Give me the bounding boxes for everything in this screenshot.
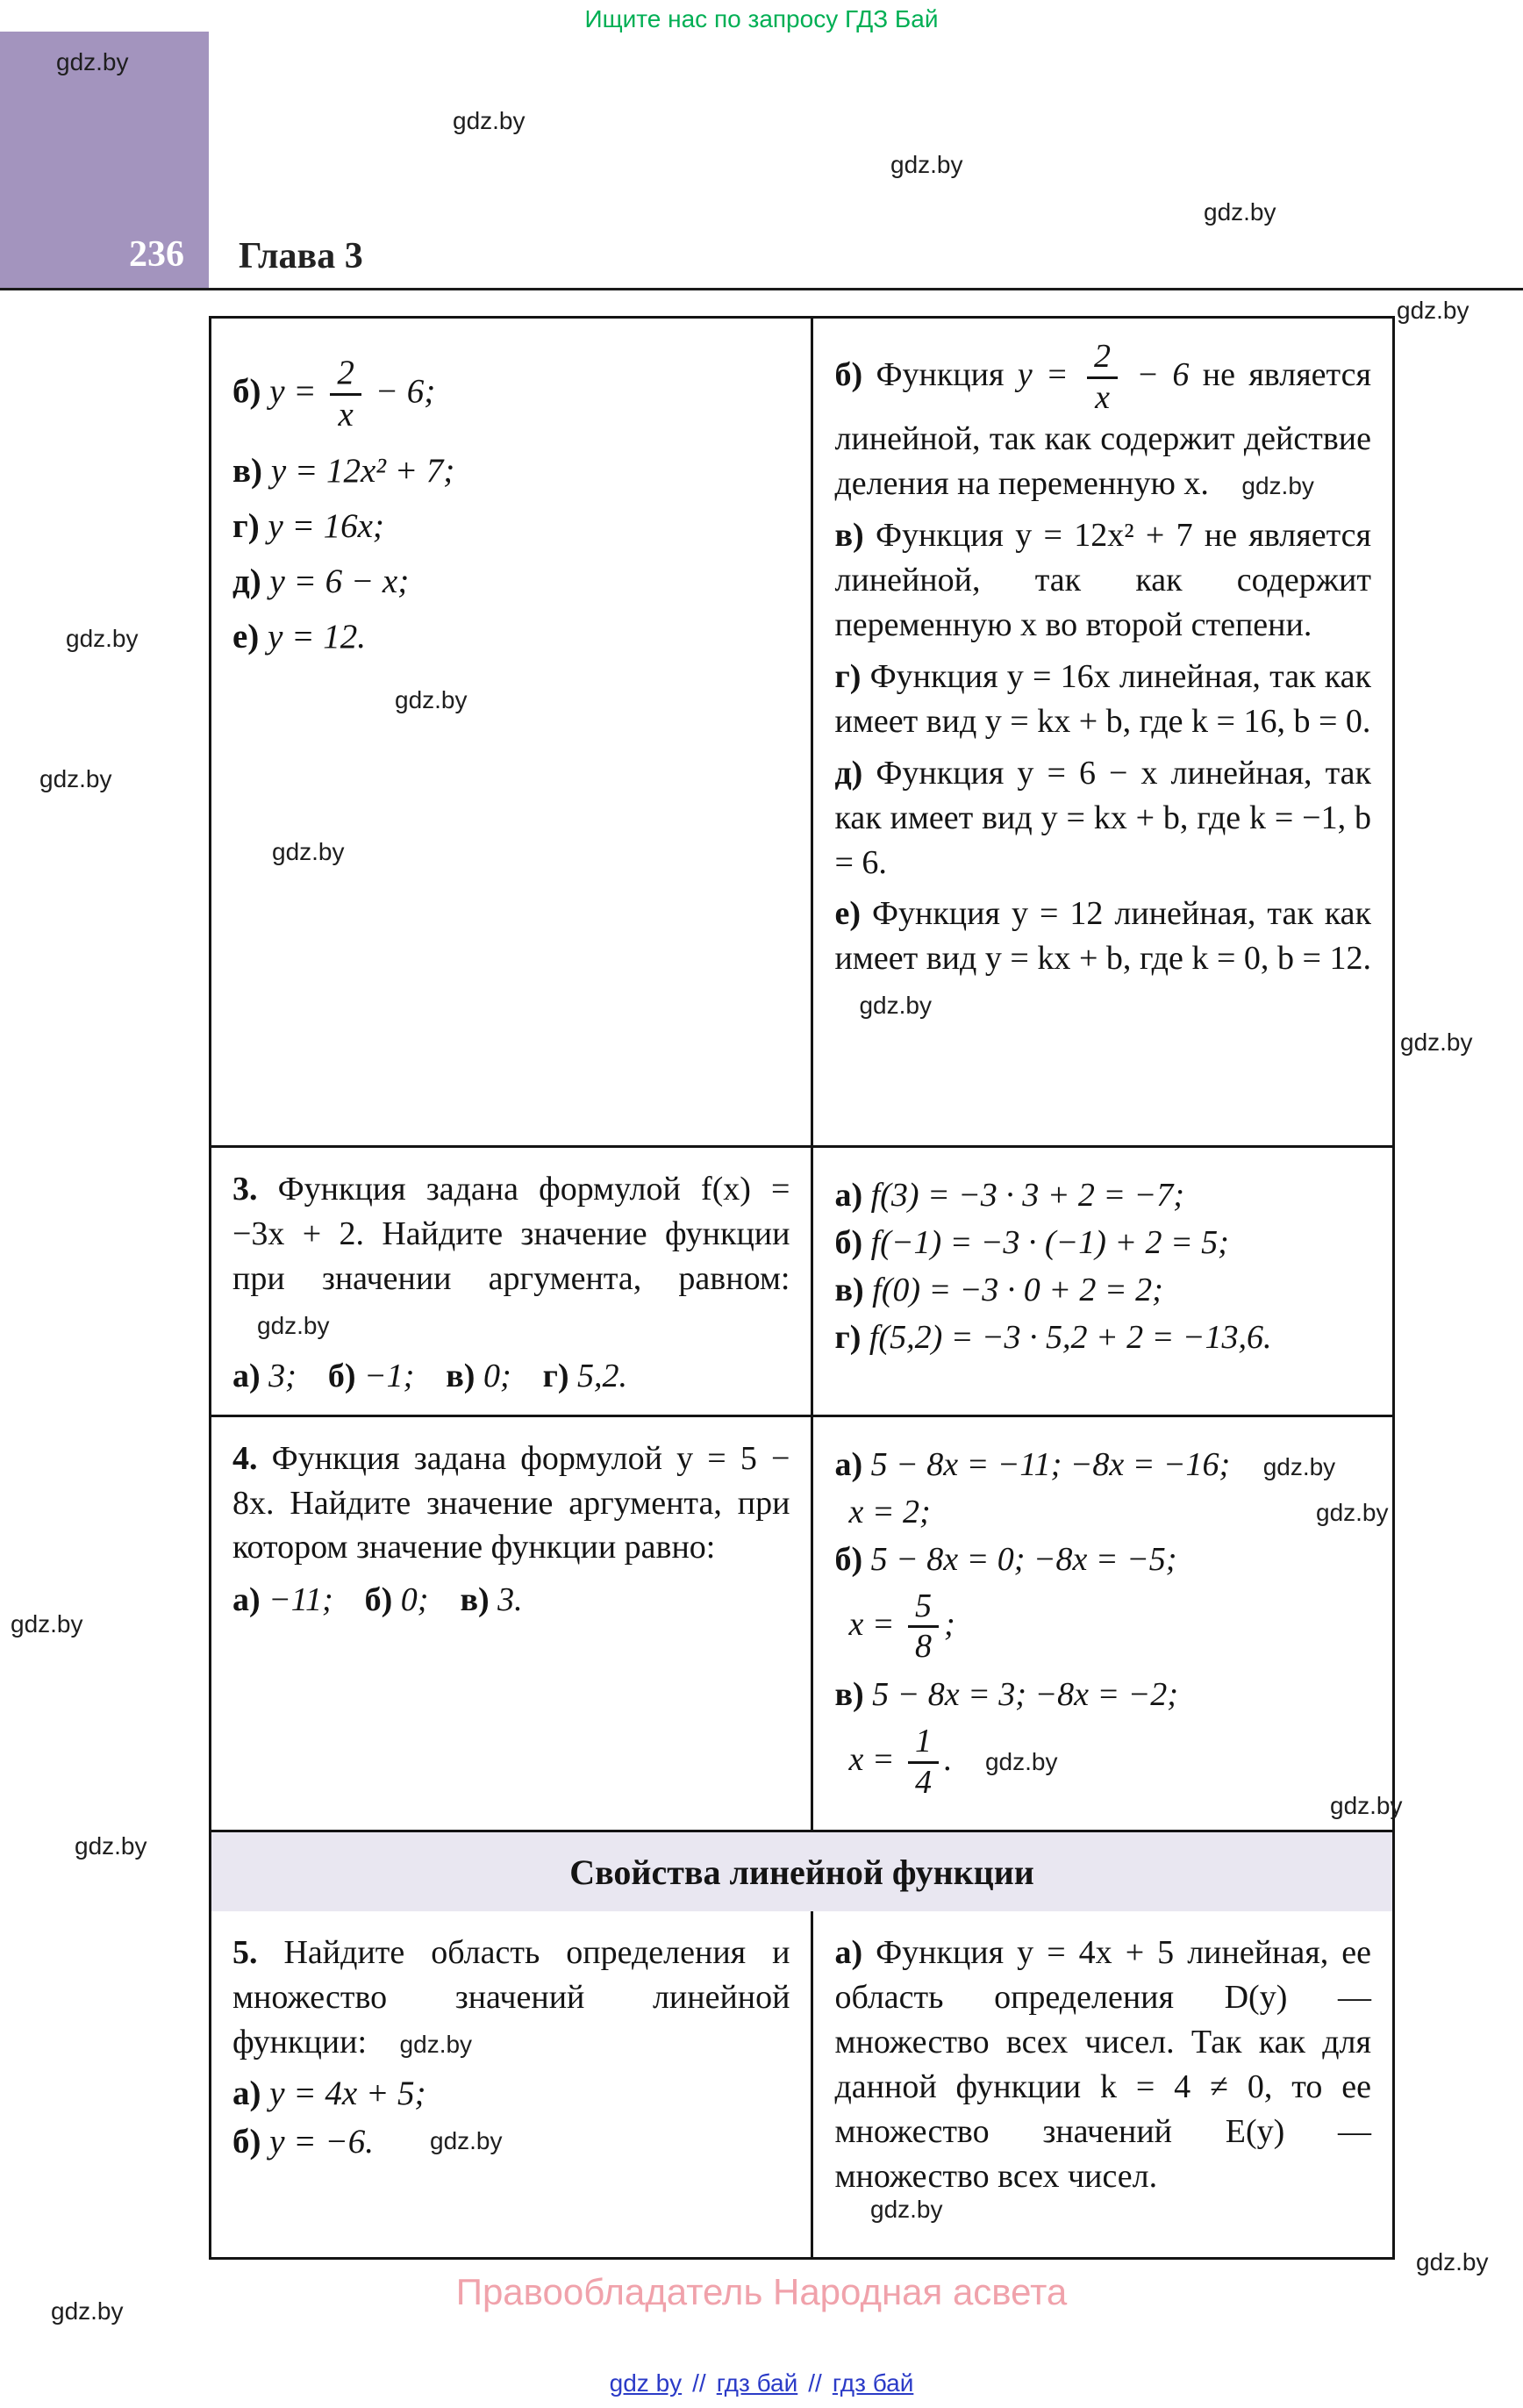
solution-line (834, 1318, 1371, 1357)
item-label: в) (232, 451, 263, 490)
gdzby-watermark: gdz.by (1204, 198, 1276, 226)
gdzby-watermark: gdz.by (1262, 1452, 1336, 1480)
task5-problem-cell (211, 1911, 813, 2257)
task4-statement (232, 1437, 790, 1571)
fraction (908, 1587, 939, 1666)
task4-problem-cell (211, 1417, 813, 1831)
equation-line-e (232, 617, 790, 656)
solution-paragraph-v (834, 513, 1371, 648)
math-text: ; (943, 1605, 955, 1643)
option (365, 1580, 429, 1619)
item-label: а) (834, 1177, 863, 1214)
solution-line (834, 1587, 1371, 1666)
task4-solution-cell (813, 1417, 1392, 1831)
gdzby-watermark: gdz.by (1416, 2248, 1489, 2275)
item-label: в) (834, 1676, 864, 1713)
math-text: x = (848, 1605, 895, 1643)
math-text: y = 4x + 5; (269, 2075, 426, 2113)
math-text: y = 12. (268, 617, 366, 656)
math-text: x = 2; (848, 1493, 931, 1530)
solution-line (834, 1223, 1371, 1262)
text-run: Найдите область определения и множество значений линейной функции: (232, 1934, 790, 2061)
solution-paragraph-d (834, 751, 1371, 885)
task2-solution-cell (813, 319, 1392, 1145)
item-label: а) (834, 1934, 863, 1972)
item-label: д) (834, 754, 863, 792)
task2-problem-cell (211, 319, 813, 1145)
gdzby-watermark: gdz.by (984, 1747, 1058, 1775)
gdzby-watermark: gdz.by (1330, 1792, 1403, 1819)
link-separator: // (808, 2369, 822, 2397)
item-label: в) (834, 1272, 864, 1308)
math-text: f(3) = −3 · 3 + 2 = −7; (870, 1177, 1184, 1214)
option-value: 3; (268, 1357, 297, 1394)
equation-line-g (232, 506, 790, 546)
equation-line-d (232, 562, 790, 601)
text-run: не является линейной, так как содержит действие деления на переменную x. (834, 355, 1371, 503)
text-run: Функция y = 16x линейная, так как имеет вид y = kx + b, где k = 16, b = 0. (834, 657, 1371, 740)
option (446, 1357, 511, 1395)
task-number: 5. (232, 1934, 258, 1972)
item-label: а) (232, 2075, 261, 2113)
solution-paragraph-b (834, 338, 1371, 506)
item-label: а) (232, 1581, 261, 1619)
option-value: −11; (268, 1581, 333, 1619)
item-label: б) (327, 1357, 356, 1394)
math-text: . (943, 1740, 953, 1778)
gdzby-watermark: gdz.by (1316, 1499, 1389, 1526)
fraction (1087, 338, 1118, 417)
item-label: б) (834, 1224, 863, 1261)
math-text: − 6; (375, 372, 436, 411)
math-text: f(0) = −3 · 0 + 2 = 2; (872, 1272, 1163, 1308)
item-label: г) (542, 1357, 569, 1394)
text-run: Функция (876, 355, 1005, 393)
solution-paragraph-a (834, 1931, 1371, 2198)
text-run: Функция y = 6 − x линейная, так как имеет вид y = kx + b, где k = −1, b = 6. (834, 754, 1371, 881)
item-label: г) (232, 506, 260, 545)
footer-links (0, 2369, 1523, 2397)
task3-problem-cell (211, 1148, 813, 1415)
math-text: − 6 (1136, 355, 1190, 393)
task3-statement (232, 1167, 790, 1346)
gdzby-watermark: gdz.by (11, 1610, 83, 1638)
fraction (908, 1723, 939, 1802)
text-run: Функция задана формулой f(x) = −3x + 2. Найдите значение функции при значении аргумента, равном: (232, 1171, 790, 1297)
equation-line-a (232, 2074, 790, 2113)
footer-link-gdz-bai-2[interactable]: гдз бай (832, 2369, 914, 2397)
fraction-numerator: 2 (1087, 338, 1118, 379)
gdzby-watermark: gdz.by (453, 107, 526, 134)
gdzby-watermark: gdz.by (859, 992, 932, 1020)
solution-line (834, 1271, 1371, 1309)
table-row-task2 (211, 319, 1392, 1145)
item-label: в) (460, 1581, 490, 1619)
section-header-row (211, 1830, 1392, 1911)
gdzby-watermark: gdz.by (272, 838, 345, 865)
option (328, 1357, 414, 1395)
fraction-numerator: 5 (908, 1587, 939, 1629)
math-text: 5 − 8x = 0; −8x = −5; (870, 1540, 1177, 1578)
math-text: y = 16x; (268, 506, 384, 545)
top-banner: Ищите нас по запросу ГДЗ Бай (584, 5, 939, 32)
option (460, 1580, 522, 1619)
math-text: f(5,2) = −3 · 5,2 + 2 = −13,6. (869, 1319, 1272, 1356)
text-run: Функция y = 12x² + 7 не является линейной, так как содержит переменную x во второй степени. (834, 517, 1371, 643)
option (543, 1357, 627, 1395)
option-value: 0; (483, 1357, 511, 1394)
gdzby-watermark: gdz.by (51, 2297, 124, 2325)
math-text: 5 − 8x = 3; −8x = −2; (872, 1676, 1178, 1713)
link-separator: // (692, 2369, 706, 2397)
item-label: в) (446, 1357, 475, 1394)
math-text: 5 − 8x = −11; −8x = −16; (870, 1445, 1231, 1483)
item-label: е) (232, 617, 260, 656)
option-value: 3. (497, 1581, 523, 1619)
item-label: в) (834, 517, 864, 555)
gdzby-watermark: gdz.by (75, 1832, 147, 1860)
text-run: Функция y = 4x + 5 линейная, ее область определения D(y) — множество всех чисел. Так как для данной функции k = 4 ≠ 0, то ее множество значений E(y) — множество всех чисел. (834, 1934, 1371, 2195)
math-text: y = −6. (269, 2123, 374, 2161)
fraction-numerator: 2 (330, 354, 361, 396)
footer-link-gdz-bai-1[interactable]: гдз бай (716, 2369, 798, 2397)
item-label: б) (232, 2123, 261, 2161)
table-row-task5 (211, 1911, 1392, 2257)
option-value: 0; (400, 1581, 429, 1619)
item-label: б) (232, 372, 261, 411)
table-row-task3 (211, 1145, 1392, 1415)
fraction-denominator: x (1095, 378, 1110, 416)
task5-statement (232, 1931, 790, 2065)
math-text: f(−1) = −3 · (−1) + 2 = 5; (870, 1224, 1229, 1261)
gdzby-watermark: gdz.by (66, 625, 139, 652)
gdzby-watermark: gdz.by (399, 2031, 473, 2059)
item-label: г) (834, 1319, 862, 1356)
fraction-denominator: x (338, 395, 354, 434)
option-value: 5,2. (577, 1357, 628, 1394)
task3-options (232, 1357, 790, 1395)
item-label: а) (834, 1445, 863, 1483)
gdzby-watermark: gdz.by (870, 2196, 943, 2223)
gdzby-watermark: gdz.by (39, 765, 112, 792)
text-run: Функция задана формулой y = 5 − 8x. Найдите значение аргумента, при котором значение функции равно: (232, 1439, 790, 1566)
fraction-denominator: 8 (914, 1628, 932, 1666)
math-text: y = 12x² + 7; (270, 451, 455, 490)
task3-solution-cell (813, 1148, 1392, 1415)
gdzby-watermark: gdz.by (430, 2127, 503, 2154)
equation-line-v (232, 451, 790, 491)
table-row-task4 (211, 1415, 1392, 1831)
gdzby-watermark: gdz.by (395, 686, 468, 713)
math-text: y = 6 − x; (269, 562, 410, 600)
task4-options (232, 1580, 790, 1619)
solution-paragraph-g (834, 655, 1371, 744)
math-text: x = (848, 1740, 895, 1778)
item-label: е) (834, 895, 861, 933)
math-text: y = (269, 372, 317, 411)
copyright-notice: Правообладатель Народная асвета (455, 2271, 1068, 2312)
solution-line (834, 1445, 1371, 1484)
item-label: б) (364, 1581, 393, 1619)
text-run: Функция y = 12 линейная, так как имеет вид y = kx + b, где k = 0, b = 12. (834, 895, 1371, 978)
gdzby-watermark: gdz.by (1397, 297, 1469, 324)
math-text: y = (1017, 355, 1069, 393)
header-rule (0, 288, 1523, 290)
gdzby-watermark: gdz.by (56, 48, 129, 75)
solution-line (834, 1493, 1371, 1531)
fraction-denominator: 4 (914, 1763, 932, 1801)
task-number: 4. (232, 1439, 258, 1477)
solution-paragraph-e (834, 892, 1371, 1026)
solution-line (834, 1176, 1371, 1215)
item-label: г) (834, 657, 862, 695)
page-number: 236 (129, 234, 184, 275)
solutions-table (209, 316, 1395, 2260)
item-label: д) (232, 562, 261, 600)
equation-line-b (232, 2122, 790, 2161)
task-number: 3. (232, 1171, 258, 1208)
gdzby-watermark: gdz.by (257, 1311, 330, 1339)
section-title: Свойства линейной функции (569, 1852, 1034, 1892)
gdzby-watermark: gdz.by (890, 151, 963, 178)
solution-line (834, 1723, 1371, 1802)
footer-link-gdz-by[interactable]: gdz by (609, 2369, 683, 2397)
equation-line-b (232, 354, 790, 435)
option-value: −1; (363, 1357, 415, 1394)
fraction (330, 354, 361, 435)
gdzby-watermark: gdz.by (1241, 472, 1314, 500)
option (232, 1357, 297, 1395)
item-label: а) (232, 1357, 261, 1394)
solution-line (834, 1675, 1371, 1714)
chapter-title: Глава 3 (239, 236, 363, 276)
fraction-numerator: 1 (908, 1723, 939, 1764)
item-label: б) (834, 355, 863, 393)
solution-line (834, 1540, 1371, 1579)
option (232, 1580, 333, 1619)
item-label: б) (834, 1540, 863, 1578)
gdzby-watermark: gdz.by (1400, 1028, 1473, 1056)
